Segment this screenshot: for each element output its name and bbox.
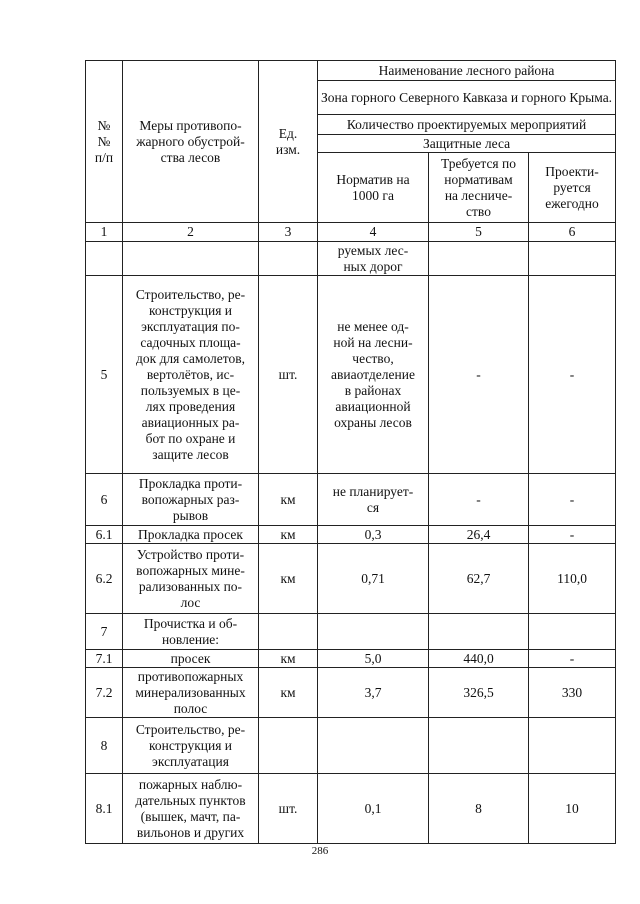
norm-cell: 0,71 [318, 544, 429, 614]
projected-cell: - [529, 276, 616, 474]
column-number: 1 [86, 223, 123, 242]
page-number: 286 [311, 845, 329, 857]
table-row [86, 668, 616, 718]
fire-measures-table [85, 60, 616, 844]
header-col-no: № № п/п [86, 61, 123, 223]
row-number: 5 [86, 276, 123, 474]
header-forest-region-name: Зона горного Северного Кавказа и горного Крыма. [318, 81, 616, 115]
row-number: 7.2 [86, 668, 123, 718]
projected-cell [529, 614, 616, 650]
header-row [86, 61, 616, 81]
header-col-norm: Норматив на 1000 га [318, 153, 429, 223]
required-cell: 326,5 [429, 668, 529, 718]
row-number: 6 [86, 474, 123, 526]
table-row [86, 526, 616, 544]
row-number: 7.1 [86, 650, 123, 668]
unit-cell: шт. [259, 276, 318, 474]
unit-cell [259, 242, 318, 276]
column-number: 2 [123, 223, 259, 242]
measure-cell: Прокладка проти- вопожарных раз- рывов [123, 474, 259, 526]
row-number: 7 [86, 614, 123, 650]
norm-cell: 0,3 [318, 526, 429, 544]
column-number: 4 [318, 223, 429, 242]
norm-cell: 0,1 [318, 774, 429, 844]
measure-cell: Прокладка просек [123, 526, 259, 544]
required-cell: 440,0 [429, 650, 529, 668]
norm-cell: не планирует- ся [318, 474, 429, 526]
norm-cell: руемых лес- ных дорог [318, 242, 429, 276]
table-row [86, 544, 616, 614]
row-number [86, 242, 123, 276]
column-number: 6 [529, 223, 616, 242]
projected-cell [529, 718, 616, 774]
column-number: 5 [429, 223, 529, 242]
unit-cell: км [259, 650, 318, 668]
measure-cell: просек [123, 650, 259, 668]
required-cell [429, 614, 529, 650]
unit-cell: шт. [259, 774, 318, 844]
table-row [86, 774, 616, 844]
projected-cell: - [529, 526, 616, 544]
required-cell: - [429, 276, 529, 474]
measure-cell [123, 242, 259, 276]
norm-cell [318, 614, 429, 650]
header-forest-type: Защитные леса [318, 135, 616, 153]
required-cell: - [429, 474, 529, 526]
projected-cell: 330 [529, 668, 616, 718]
row-number: 8 [86, 718, 123, 774]
projected-cell: 10 [529, 774, 616, 844]
projected-cell [529, 242, 616, 276]
header-forest-region-title: Наименование лесного района [318, 61, 616, 81]
projected-cell: 110,0 [529, 544, 616, 614]
norm-cell: 5,0 [318, 650, 429, 668]
table-row [86, 718, 616, 774]
row-number: 8.1 [86, 774, 123, 844]
row-number: 6.1 [86, 526, 123, 544]
header-count-title: Количество проектируемых мероприятий [318, 115, 616, 135]
row-number: 6.2 [86, 544, 123, 614]
required-cell [429, 718, 529, 774]
unit-cell: км [259, 544, 318, 614]
header-col-unit: Ед. изм. [259, 61, 318, 223]
table-row [86, 276, 616, 474]
table-row [86, 650, 616, 668]
unit-cell [259, 614, 318, 650]
unit-cell: км [259, 526, 318, 544]
projected-cell: - [529, 474, 616, 526]
table-row [86, 614, 616, 650]
norm-cell: не менее од- ной на лесни- чество, авиаотделение в районах авиационной охраны лесов [318, 276, 429, 474]
measure-cell: Строительство, ре- конструкция и эксплуатация [123, 718, 259, 774]
required-cell: 62,7 [429, 544, 529, 614]
table-row [86, 242, 616, 276]
table-row [86, 474, 616, 526]
column-number-row [86, 223, 616, 242]
norm-cell [318, 718, 429, 774]
required-cell: 26,4 [429, 526, 529, 544]
projected-cell: - [529, 650, 616, 668]
unit-cell: км [259, 474, 318, 526]
required-cell [429, 242, 529, 276]
norm-cell: 3,7 [318, 668, 429, 718]
unit-cell [259, 718, 318, 774]
header-col-projected: Проекти- руется ежегодно [529, 153, 616, 223]
unit-cell: км [259, 668, 318, 718]
measure-cell: пожарных наблю- дательных пунктов (вышек, мачт, па- вильонов и других [123, 774, 259, 844]
required-cell: 8 [429, 774, 529, 844]
header-col-required: Требуется по нормативам на лесниче- ство [429, 153, 529, 223]
column-number: 3 [259, 223, 318, 242]
measure-cell: Устройство проти- вопожарных мине- рализованных по- лос [123, 544, 259, 614]
header-col-measures: Меры противопо- жарного обустрой- ства лесов [123, 61, 259, 223]
measure-cell: Строительство, ре- конструкция и эксплуатация по- садочных площа- док для самолетов, вертолётов, ис- пользуемых в це- лях проведения авиационных ра- бот по охране и защите лесов [123, 276, 259, 474]
measure-cell: противопожарных минерализованных полос [123, 668, 259, 718]
measure-cell: Прочистка и об- новление: [123, 614, 259, 650]
